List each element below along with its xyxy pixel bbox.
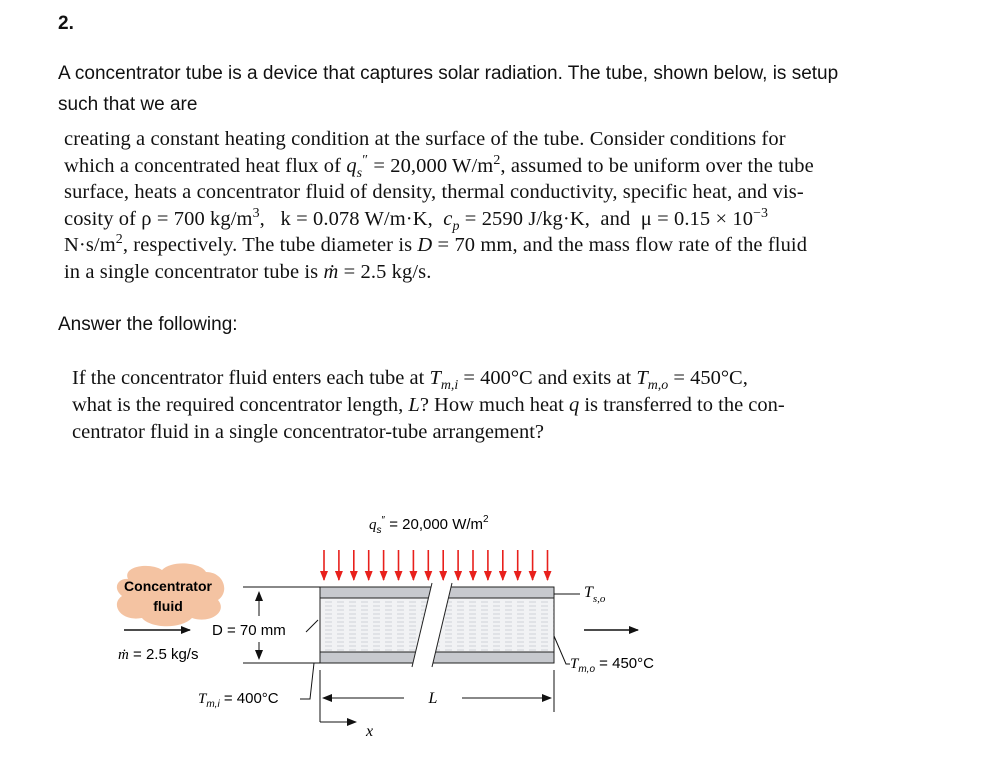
fluid-label-line-2: fluid (153, 598, 183, 614)
problem-line-6: in a single concentrator tube is ṁ = 2.5 kg/s. (64, 260, 432, 283)
problem-line-3: surface, heats a concentrator fluid of density, thermal conductivity, specific heat, and vis- (64, 181, 804, 204)
fluid-label-cloud (117, 563, 224, 626)
question-line-2: what is the required concentrator length, L? How much heat q is transferred to the con- (72, 394, 785, 416)
intro-line-2: such that we are (58, 94, 198, 115)
question-number: 2. (58, 13, 74, 34)
question-line-1: If the concentrator fluid enters each tube at $T_{m,i} = 400^\circ C$ and exits at $T_{m,o} = 450^\circ C$, (72, 367, 748, 394)
length-dimension (320, 670, 554, 712)
fluid-label-line-1: Concentrator (124, 578, 212, 594)
outlet-temperature-label: $T_{m,o} = 450^\circ C$ (570, 655, 654, 675)
mass-flow-label: ṁ = 2.5 kg/s (118, 646, 199, 663)
diameter-label: D = 70 mm (212, 622, 286, 639)
intro-line-1: A concentrator tube is a device that captures solar radiation. The tube, shown below, is setup (58, 63, 839, 84)
heat-flux-arrows (324, 550, 548, 580)
length-label: L (428, 690, 438, 707)
x-label: x (366, 723, 374, 740)
problem-line-5: $N\cdot s/m^2$, respectively. The tube diameter is D = 70 mm, and the mass flow rate of the fluid (64, 232, 808, 257)
problem-line-1: creating a constant heating condition at the surface of the tube. Consider conditions for (64, 128, 786, 150)
problem-line-2: which a concentrated heat flux of $q_s'' = 20,000$ $W/m^2$, assumed to be uniform over the tube (64, 152, 814, 181)
inlet-temperature-label: $T_{m,i} = 400^\circ C$ (198, 690, 279, 710)
surface-temperature (554, 584, 606, 605)
inlet-temp-leader (300, 663, 314, 699)
concentrator-tube (320, 583, 554, 667)
question-line-3: centrator fluid in a single concentrator-tube arrangement? (72, 421, 545, 443)
flux-label: $q_s'' = 20,000$ $W/m^2$ (369, 514, 489, 536)
surface-temperature-label: $T_{s,o}$ (584, 584, 606, 605)
x-axis-indicator (320, 712, 373, 740)
answer-label: Answer the following: (58, 314, 238, 335)
outlet-temp-leader (554, 636, 570, 664)
diameter-dimension (212, 587, 320, 663)
problem-line-4: cosity of ρ = 700 $kg/m^3$, k = 0.078 W/m·K, $c_p = 2590$ J/kg·K, and $\mu = 0.15 \times 10^{-3}$ (64, 205, 769, 234)
